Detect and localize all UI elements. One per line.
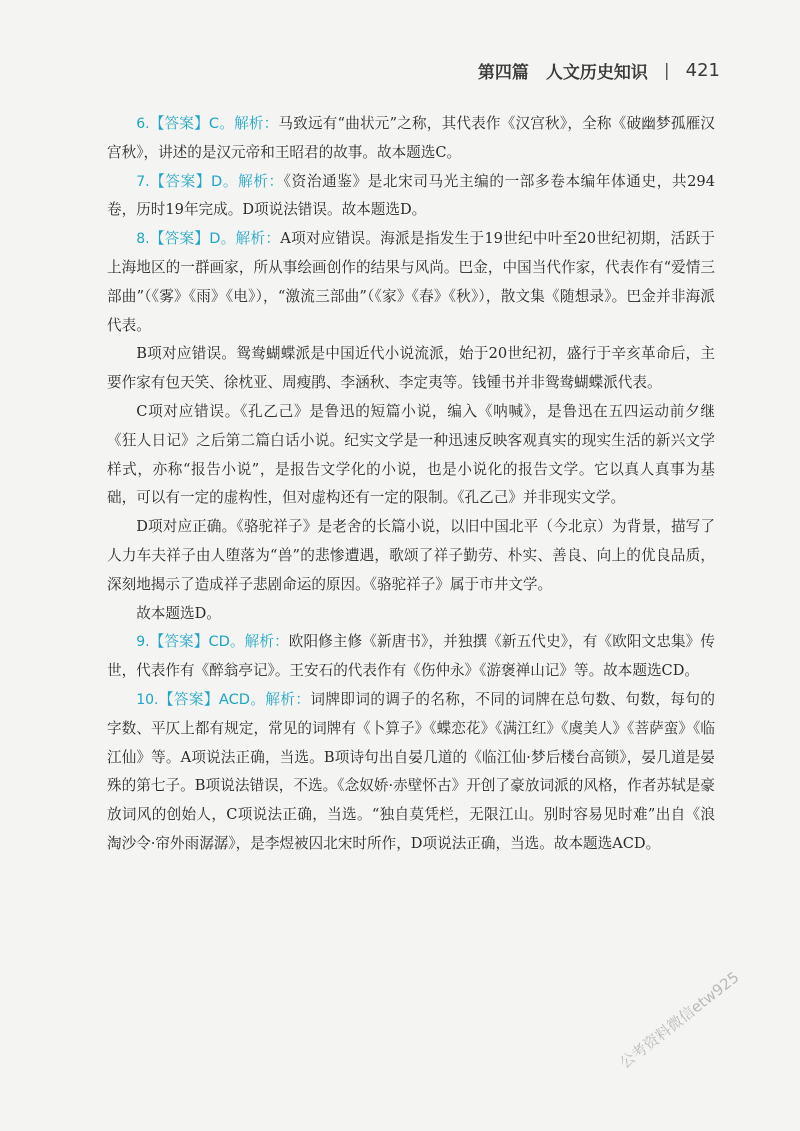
- answer-label: 【答案】: [149, 230, 210, 248]
- answer-paragraph-6: [107, 110, 715, 168]
- question-number: 10.: [136, 691, 159, 708]
- analysis-label: 解析：: [234, 115, 279, 132]
- body-paragraph-8d: D项对应正确。《骆驼祥子》是老舍的长篇小说，以旧中国北平（今北京）为背景，描写了人力车夫祥子由人堕落为“兽”的悲惨遭遇，歌颂了祥子勤劳、朴实、善良、向上的优良品质，深刻地揭示了造成祥子悲剧命运的原因。《骆驼祥子》属于市井文学。: [107, 518, 715, 593]
- analysis-label: 解析：: [235, 230, 281, 248]
- answer-label: 【答案】: [149, 633, 209, 651]
- analysis-label: 解析：: [238, 172, 284, 190]
- question-number: 7.: [136, 173, 150, 190]
- page-number: 421: [685, 60, 720, 81]
- answer-value: D。: [211, 172, 239, 190]
- analysis-text: 欧阳修主修《新唐书》，并独撰《新五代史》，有《欧阳文忠集》传世，代表作有《醉翁亭记》。王安石的代表作有《伤仲永》《游褒禅山记》等。故本题选CD。: [107, 633, 715, 680]
- header-separator: |: [663, 60, 670, 81]
- answer-explanations: [107, 110, 715, 859]
- body-paragraph-8c: C项对应错误。《孔乙己》是鲁迅的短篇小说，编入《呐喊》，是鲁迅在五四运动前夕继《狂人日记》之后第二篇白话小说。纪实文学是一种迅速反映客观真实的现实生活的新兴文学样式，亦称“报告小说”，是报告文学化的小说，也是小说化的报告文学。它以真人真事为基础，可以有一定的虚构性，但对虚构还有一定的限制。《孔乙己》并非现实文学。: [107, 402, 715, 507]
- watermark: 公考资料微信etw925: [616, 968, 743, 1073]
- analysis-text: 词牌即词的调子的名称，不同的词牌在总句数、句数，每句的字数、平仄上都有规定，常见的词牌有《卜算子》《蝶恋花》《满江红》《虞美人》《菩萨蛮》《临江仙》等。A项说法正确，当选。B项诗句出自晏几道的《临江仙·梦后楼台高锁》，晏几道是晏殊的第七子。B项说法错误，不选。《念奴娇·赤壁怀古》开创了豪放词派的风格，作者苏轼是豪放词风的创始人，C项说法正确，当选。“独自莫凭栏，无限江山。别时容易见时难”出自《浪淘沙令·帘外雨潺潺》，是李煜被囚北宋时所作，D项说法正确，当选。故本题选ACD。: [107, 690, 715, 852]
- answer-paragraph-9: [107, 628, 715, 686]
- answer-paragraph-7: [107, 168, 715, 226]
- analysis-text: 马致远有“曲状元”之称，其代表作《汉宫秋》，全称《破幽梦孤雁汉宫秋》，讲述的是汉元帝和王昭君的故事。故本题选C。: [107, 115, 715, 161]
- analysis-label: 解析：: [244, 633, 289, 651]
- analysis-label: 解析：: [265, 690, 311, 708]
- question-number: 8.: [136, 231, 150, 248]
- body-paragraph-8-conclusion: 故本题选D。: [136, 604, 221, 622]
- answer-value: C。: [208, 115, 235, 132]
- question-number: 9.: [136, 634, 150, 651]
- body-paragraph-8b: B项对应错误。鸳鸯蝴蝶派是中国近代小说流派，始于20世纪初，盛行于辛亥革命后，主要作家有包天笑、徐枕亚、周瘦鹃、李涵秋、李定夷等。钱锺书并非鸳鸯蝴蝶派代表。: [107, 345, 715, 392]
- answer-value: ACD。: [218, 690, 266, 708]
- analysis-text: 《资治通鉴》是北宋司马光主编的一部多卷本编年体通史，共294卷，历时19年完成。D项说法错误。故本题选D。: [107, 172, 715, 219]
- page-header: [478, 58, 720, 83]
- answer-paragraph-8: [107, 225, 715, 340]
- answer-label: 【答案】: [158, 690, 219, 708]
- answer-paragraph-10: [107, 686, 715, 859]
- answer-label: 【答案】: [149, 115, 209, 132]
- answer-label: 【答案】: [149, 172, 212, 190]
- answer-value: D。: [209, 230, 236, 248]
- analysis-text: A项对应错误。海派是指发生于19世纪中叶至20世纪初期，活跃于上海地区的一群画家，所从事绘画创作的结果与风尚。巴金，中国当代作家，代表作有“爱情三部曲”（《雾》《雨》《电》），“激流三部曲”（《家》《春》《秋》），散文集《随想录》。巴金并非海派代表。: [107, 230, 715, 334]
- section-title: 第四篇 人文历史知识: [477, 63, 648, 83]
- question-number: 6.: [136, 116, 150, 132]
- answer-value: CD。: [208, 633, 245, 651]
